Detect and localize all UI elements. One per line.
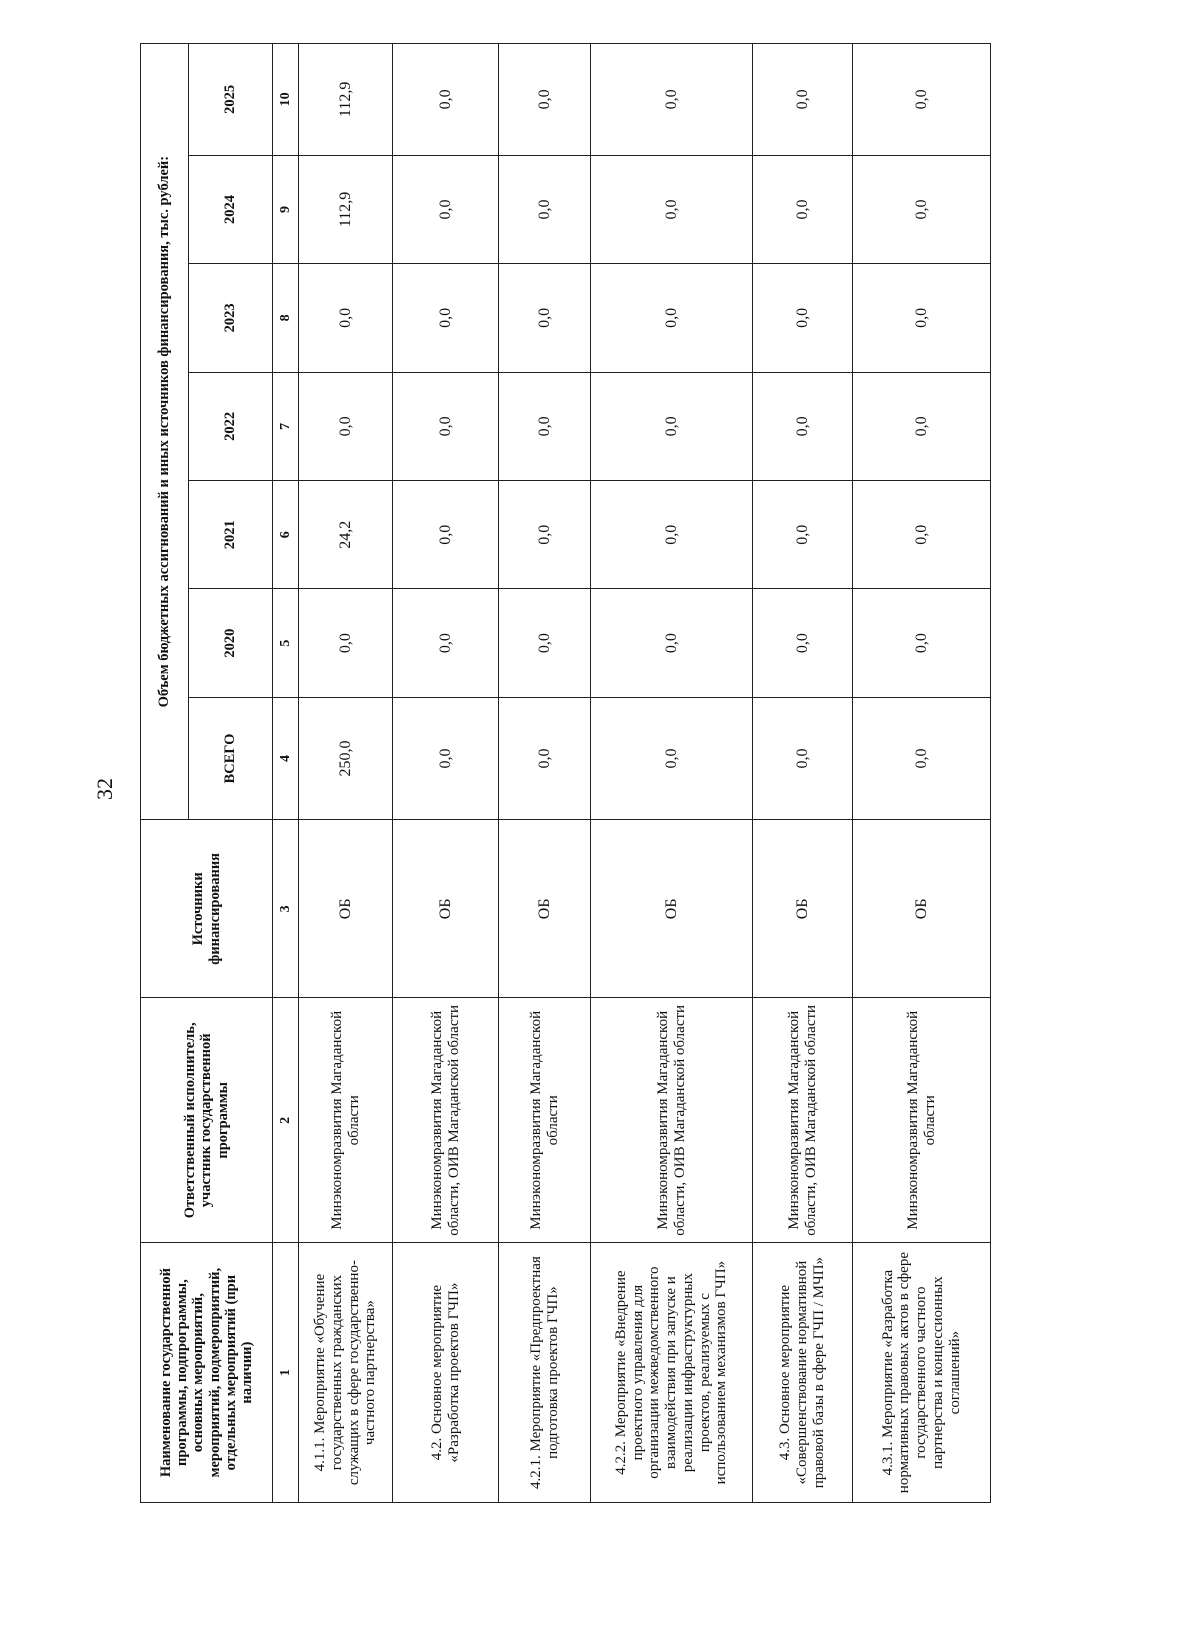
row-executor-cell: Минэкономразвития Магаданской области, ОИВ Магаданской области [753,998,853,1243]
row-value-cell: 112,9 [299,155,393,263]
header-executor: Ответственный исполнитель, участник государственной программы [141,998,273,1243]
row-value-cell: 0,0 [853,589,991,697]
row-value-cell: 0,0 [753,589,853,697]
row-value-cell: 0,0 [499,264,591,372]
row-value-cell: 0,0 [753,264,853,372]
row-source-cell: ОБ [499,820,591,998]
header-name: Наименование государственной программы, подпрограммы, основных мероприятий, мероприятий, подмероприятий, отдельных мероприятий (при наличии) [141,1243,273,1503]
row-source-cell: ОБ [753,820,853,998]
header-year: 2021 [189,481,273,589]
column-number: 3 [273,820,299,998]
row-value-cell: 0,0 [393,697,499,819]
header-year: 2025 [189,44,273,156]
row-value-cell: 0,0 [753,44,853,156]
row-value-cell: 0,0 [393,589,499,697]
row-value-cell: 0,0 [393,372,499,480]
row-value-cell: 24,2 [299,481,393,589]
table-row [591,44,753,1503]
header-source: Источники финансирования [141,820,273,998]
column-number: 1 [273,1243,299,1503]
header-volume-group: Объем бюджетных ассигнований и иных источников финансирования, тыс. рублей: [141,44,189,820]
header-row-1 [141,44,189,1503]
row-value-cell: 0,0 [591,481,753,589]
row-source-cell: ОБ [591,820,753,998]
row-value-cell: 0,0 [393,44,499,156]
row-name-cell: 4.3.1. Мероприятие «Разработка нормативных правовых актов в сфере государственного частного партнерства и концессионных соглашений» [853,1243,991,1503]
row-value-cell: 0,0 [499,372,591,480]
column-number: 4 [273,697,299,819]
row-source-cell: ОБ [393,820,499,998]
row-value-cell: 0,0 [393,481,499,589]
row-name-cell: 4.2.2. Мероприятие «Внедрение проектного управления для организации межведомственного взаимодействия при запуске и реализации инфраструктурных проектов, реализуемых с использованием механизмов ГЧП» [591,1243,753,1503]
row-name-cell: 4.2.1. Мероприятие «Предпроектная подготовка проектов ГЧП» [499,1243,591,1503]
table-row [853,44,991,1503]
row-name-cell: 4.1.1. Мероприятие «Обучение государственных гражданских служащих в сфере государственно-частного партнерства» [299,1243,393,1503]
row-value-cell: 0,0 [499,155,591,263]
row-value-cell: 0,0 [853,481,991,589]
column-number: 8 [273,264,299,372]
row-value-cell: 0,0 [753,697,853,819]
row-value-cell: 0,0 [299,264,393,372]
table-row [393,44,499,1503]
row-source-cell: ОБ [299,820,393,998]
row-executor-cell: Минэкономразвития Магаданской области [853,998,991,1243]
header-year: 2023 [189,264,273,372]
row-source-cell: ОБ [853,820,991,998]
column-number: 2 [273,998,299,1243]
row-value-cell: 0,0 [853,372,991,480]
row-value-cell: 112,9 [299,44,393,156]
row-value-cell: 0,0 [499,481,591,589]
row-value-cell: 250,0 [299,697,393,819]
row-name-cell: 4.2. Основное мероприятие «Разработка проектов ГЧП» [393,1243,499,1503]
row-value-cell: 0,0 [591,155,753,263]
row-value-cell: 0,0 [853,264,991,372]
column-number-row [273,44,299,1503]
header-year: 2020 [189,589,273,697]
row-value-cell: 0,0 [853,697,991,819]
column-number: 5 [273,589,299,697]
row-value-cell: 0,0 [591,697,753,819]
table-container [140,43,990,1503]
row-value-cell: 0,0 [591,264,753,372]
financing-table [140,43,991,1503]
row-value-cell: 0,0 [393,155,499,263]
row-name-cell: 4.3. Основное мероприятие «Совершенствование нормативной правовой базы в сфере ГЧП / МЧП» [753,1243,853,1503]
table-row [299,44,393,1503]
row-value-cell: 0,0 [753,481,853,589]
row-executor-cell: Минэкономразвития Магаданской области [499,998,591,1243]
page-number: 32 [92,778,117,800]
row-value-cell: 0,0 [853,155,991,263]
column-number: 9 [273,155,299,263]
row-executor-cell: Минэкономразвития Магаданской области, ОИВ Магаданской области [393,998,499,1243]
table-row [753,44,853,1503]
column-number: 6 [273,481,299,589]
row-value-cell: 0,0 [853,44,991,156]
row-value-cell: 0,0 [591,589,753,697]
header-total: ВСЕГО [189,697,273,819]
column-number: 7 [273,372,299,480]
table-row [499,44,591,1503]
row-value-cell: 0,0 [299,372,393,480]
row-value-cell: 0,0 [299,589,393,697]
row-value-cell: 0,0 [591,44,753,156]
header-year: 2022 [189,372,273,480]
row-value-cell: 0,0 [499,44,591,156]
row-executor-cell: Минэкономразвития Магаданской области [299,998,393,1243]
row-value-cell: 0,0 [753,155,853,263]
row-value-cell: 0,0 [753,372,853,480]
header-year: 2024 [189,155,273,263]
row-value-cell: 0,0 [499,697,591,819]
row-value-cell: 0,0 [591,372,753,480]
row-executor-cell: Минэкономразвития Магаданской области, ОИВ Магаданской области [591,998,753,1243]
row-value-cell: 0,0 [393,264,499,372]
column-number: 10 [273,44,299,156]
row-value-cell: 0,0 [499,589,591,697]
